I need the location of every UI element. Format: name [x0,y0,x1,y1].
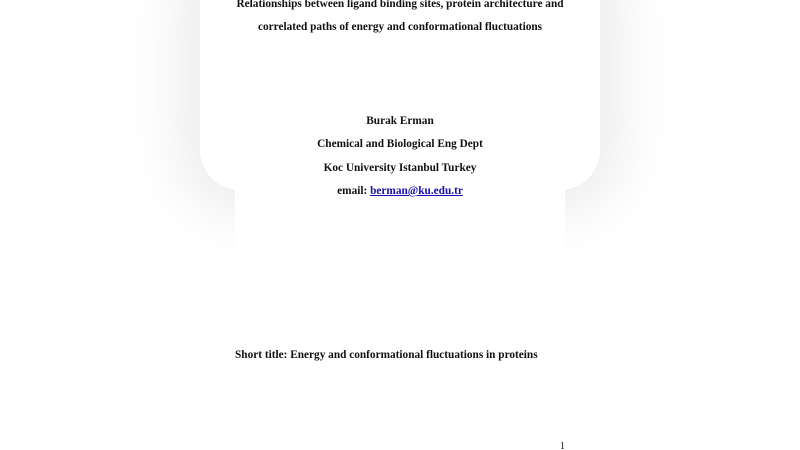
short-title: Short title: Energy and conformational fluctuations in proteins [235,349,538,361]
email-link[interactable]: berman@ku.edu.tr [370,185,463,197]
paper-title-line-2: correlated paths of energy and conformational fluctuations [257,21,543,33]
author-institution: Koc University Istanbul Turkey [323,162,477,174]
email-label: email: [337,185,368,197]
page-number: 1 [560,441,565,450]
author-department: Chemical and Biological Eng Dept [317,138,483,150]
paper-title-line-1: Relationships between ligand binding sites, protein architecture and [236,0,564,10]
author-email-line [235,184,565,198]
document-page [235,0,565,450]
author-name: Burak Erman [366,115,434,127]
